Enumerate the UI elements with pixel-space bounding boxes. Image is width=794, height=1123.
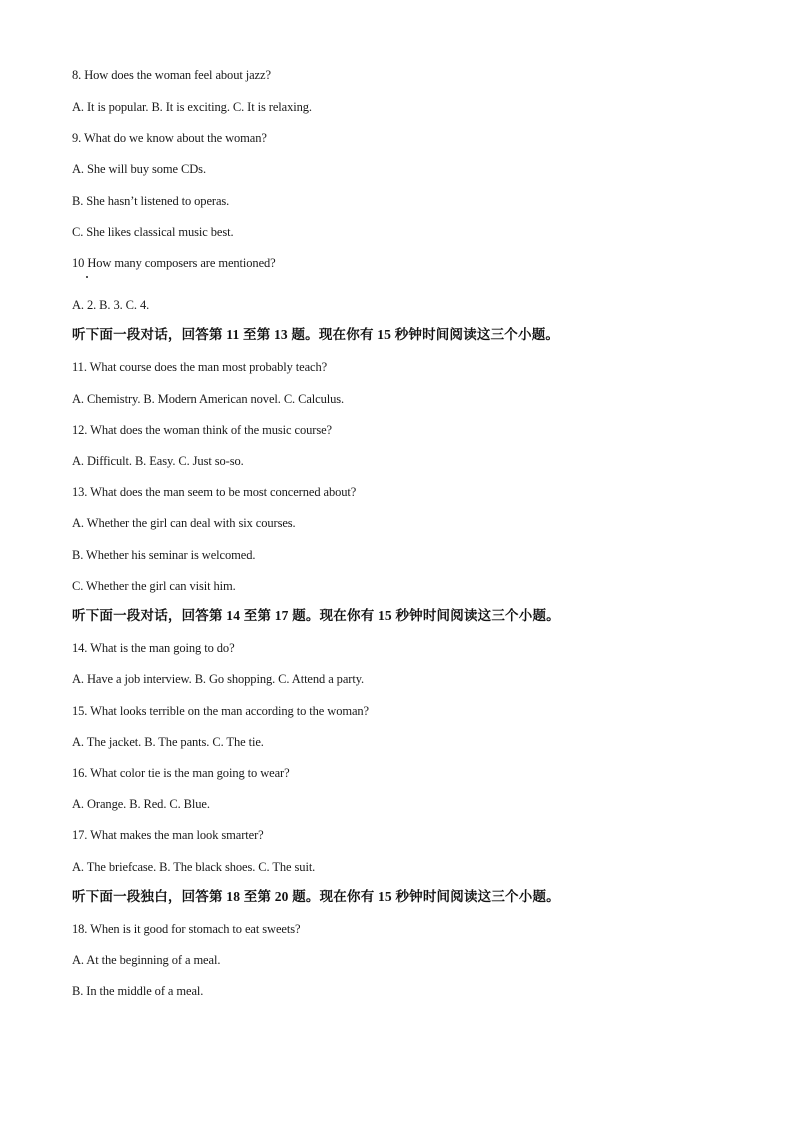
question-13-option-c: C. Whether the girl can visit him. [72, 579, 236, 593]
question-9-option-c: C. She likes classical music best. [72, 225, 234, 239]
question-9-option-a: A. She will buy some CDs. [72, 162, 206, 176]
question-10-options: A. 2. B. 3. C. 4. [72, 298, 150, 312]
question-15-options: A. The jacket. B. The pants. C. The tie. [72, 735, 264, 749]
question-16: 16. What color tie is the man going to wear? [72, 766, 290, 780]
question-13-option-b: B. Whether his seminar is welcomed. [72, 548, 256, 562]
question-11-options: A. Chemistry. B. Modern American novel. C. Calculus. [72, 392, 345, 406]
question-13: 13. What does the man seem to be most concerned about? [72, 485, 357, 499]
question-12-options: A. Difficult. B. Easy. C. Just so-so. [72, 454, 244, 468]
question-10: 10 How many composers are mentioned? [72, 256, 276, 270]
question-18-option-a: A. At the beginning of a meal. [72, 953, 221, 967]
question-9: 9. What do we know about the woman? [72, 131, 267, 145]
question-18: 18. When is it good for stomach to eat sweets? [72, 922, 301, 936]
question-13-option-a: A. Whether the girl can deal with six courses. [72, 516, 296, 530]
question-9-option-b: B. She hasn’t listened to operas. [72, 194, 230, 208]
question-17-options: A. The briefcase. B. The black shoes. C. The suit. [72, 860, 316, 874]
question-11: 11. What course does the man most probably teach? [72, 360, 328, 374]
stray-mark [86, 276, 88, 278]
question-17: 17. What makes the man look smarter? [72, 828, 264, 842]
question-14: 14. What is the man going to do? [72, 641, 235, 655]
question-12: 12. What does the woman think of the music course? [72, 423, 332, 437]
question-16-options: A. Orange. B. Red. C. Blue. [72, 797, 210, 811]
question-8: 8. How does the woman feel about jazz? [72, 68, 271, 82]
section-heading-14-17: 听下面一段对话，回答第 14 至第 17 题。现在你有 15 秒钟时间阅读这三个小题。 [72, 608, 560, 623]
question-15: 15. What looks terrible on the man according to the woman? [72, 704, 370, 718]
section-heading-18-20: 听下面一段独白，回答第 18 至第 20 题。现在你有 15 秒钟时间阅读这三个小题。 [72, 889, 560, 904]
question-14-options: A. Have a job interview. B. Go shopping. C. Attend a party. [72, 672, 365, 686]
section-heading-11-13: 听下面一段对话，回答第 11 至第 13 题。现在你有 15 秒钟时间阅读这三个小题。 [72, 327, 560, 342]
question-18-option-b: B. In the middle of a meal. [72, 984, 204, 998]
question-8-options: A. It is popular. B. It is exciting. C. It is relaxing. [72, 100, 312, 114]
